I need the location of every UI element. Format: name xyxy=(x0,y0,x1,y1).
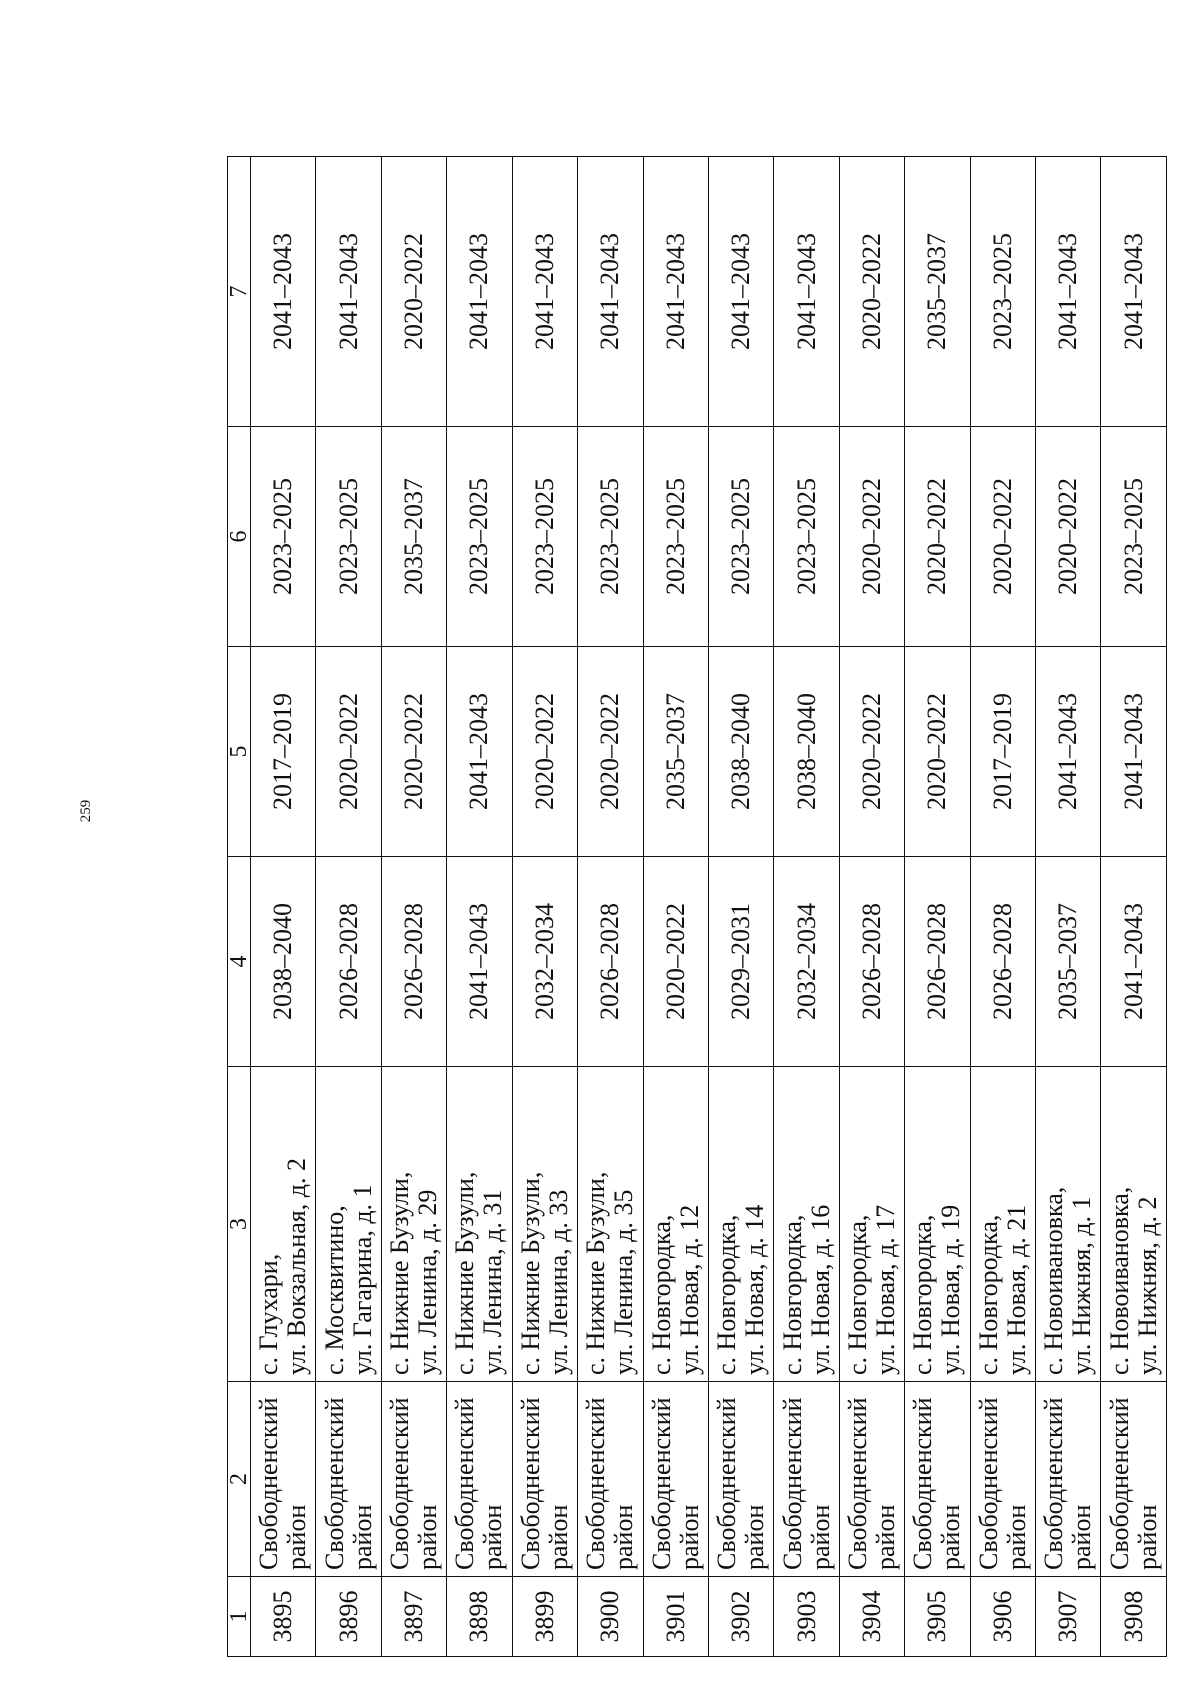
district-cell xyxy=(708,1382,773,1577)
address-cell xyxy=(970,1067,1035,1382)
row-number-cell: 3899 xyxy=(512,1577,577,1657)
cell-line: Свободненский xyxy=(908,1397,938,1570)
table-row xyxy=(512,157,577,1657)
district-cell xyxy=(381,1382,446,1577)
period-cell: 2041–2043 xyxy=(643,157,708,427)
table-row xyxy=(381,157,446,1657)
cell-line: с. Новгородка, xyxy=(843,1214,872,1375)
cell-line: район xyxy=(478,1504,508,1570)
cell-line: район xyxy=(609,1504,639,1570)
address-cell xyxy=(316,1067,381,1382)
cell-line: ул. Ленина, д. 29 xyxy=(413,1189,443,1375)
period-cell: 2026–2028 xyxy=(970,857,1035,1067)
cell-line: с. Новгородка, xyxy=(712,1214,742,1375)
cell-line: Свободненский xyxy=(515,1397,545,1570)
cell-line: с. Новгородка, xyxy=(777,1214,807,1375)
cell-line: с. Новоивановка, xyxy=(1104,1186,1134,1375)
cell-line: Свободненский xyxy=(254,1397,284,1570)
cell-line: район xyxy=(282,1504,312,1570)
cell-line: район xyxy=(413,1504,443,1570)
cell-line: район xyxy=(543,1504,573,1570)
period-cell: 2020–2022 xyxy=(905,427,970,647)
cell-line: Свободненский xyxy=(385,1397,415,1570)
cell-line: Свободненский xyxy=(973,1397,1003,1570)
cell-line: ул. Ленина, д. 33 xyxy=(543,1189,573,1375)
cell-line: район xyxy=(936,1504,966,1570)
cell-line: ул. Новая, д. 19 xyxy=(936,1204,966,1375)
row-number-cell: 3902 xyxy=(708,1577,773,1657)
period-cell: 2026–2028 xyxy=(316,857,381,1067)
cell-line: ул. Вокзальная, д. 2 xyxy=(282,1158,312,1375)
cell-line: район xyxy=(1067,1504,1097,1570)
column-header: 6 xyxy=(228,427,251,647)
column-header: 1 xyxy=(228,1577,251,1657)
row-number-cell: 3896 xyxy=(316,1577,381,1657)
cell-line: район xyxy=(871,1504,900,1570)
cell-line: с. Новоивановка, xyxy=(1039,1186,1069,1375)
period-cell: 2041–2043 xyxy=(316,157,381,427)
district-cell xyxy=(643,1382,708,1577)
period-cell: 2035–2037 xyxy=(643,647,708,857)
district-cell xyxy=(447,1382,512,1577)
period-cell: 2041–2043 xyxy=(1036,157,1101,427)
period-cell: 2041–2043 xyxy=(251,157,316,427)
cell-line: район xyxy=(674,1504,704,1570)
data-table xyxy=(227,156,1167,1657)
address-cell xyxy=(1036,1067,1101,1382)
address-cell xyxy=(905,1067,970,1382)
column-header: 3 xyxy=(228,1067,251,1382)
district-cell xyxy=(774,1382,839,1577)
address-cell xyxy=(1101,1067,1167,1382)
cell-line: с. Нижние Бузули, xyxy=(581,1171,611,1375)
district-cell xyxy=(1036,1382,1101,1577)
period-cell: 2023–2025 xyxy=(1101,427,1167,647)
row-number-cell: 3905 xyxy=(905,1577,970,1657)
cell-line: район xyxy=(1132,1504,1162,1570)
period-cell: 2035–2037 xyxy=(905,157,970,427)
district-cell xyxy=(839,1382,904,1577)
table-row xyxy=(447,157,512,1657)
period-cell: 2041–2043 xyxy=(1036,647,1101,857)
cell-line: ул. Новая, д. 21 xyxy=(1001,1204,1031,1375)
period-cell: 2038–2040 xyxy=(251,857,316,1067)
period-cell: 2017–2019 xyxy=(251,647,316,857)
period-cell: 2020–2022 xyxy=(578,647,643,857)
row-number-cell: 3895 xyxy=(251,1577,316,1657)
cell-line: ул. Новая, д. 16 xyxy=(805,1204,835,1375)
district-cell xyxy=(512,1382,577,1577)
period-cell: 2023–2025 xyxy=(512,427,577,647)
period-cell: 2041–2043 xyxy=(1101,647,1167,857)
cell-line: с. Новгородка, xyxy=(973,1214,1003,1375)
period-cell: 2020–2022 xyxy=(1036,427,1101,647)
cell-line: с. Нижние Бузули, xyxy=(450,1171,480,1375)
period-cell: 2020–2022 xyxy=(839,647,904,857)
row-number-cell: 3903 xyxy=(774,1577,839,1657)
cell-line: ул. Нижняя, д. 2 xyxy=(1132,1196,1162,1375)
cell-line: Свободненский xyxy=(1104,1397,1134,1570)
cell-line: Свободненский xyxy=(581,1397,611,1570)
column-header: 4 xyxy=(228,857,251,1067)
row-number-cell: 3906 xyxy=(970,1577,1035,1657)
cell-line: Свободненский xyxy=(712,1397,742,1570)
period-cell: 2023–2025 xyxy=(708,427,773,647)
row-number-cell: 3900 xyxy=(578,1577,643,1657)
period-cell: 2041–2043 xyxy=(578,157,643,427)
period-cell: 2029–2031 xyxy=(708,857,773,1067)
period-cell: 2041–2043 xyxy=(447,647,512,857)
table-row xyxy=(970,157,1035,1657)
address-cell xyxy=(381,1067,446,1382)
period-cell: 2017–2019 xyxy=(970,647,1035,857)
cell-line: с. Нижние Бузули, xyxy=(385,1171,415,1375)
column-header: 2 xyxy=(228,1382,251,1577)
rotated-table-wrapper xyxy=(227,157,1167,1657)
period-cell: 2041–2043 xyxy=(447,857,512,1067)
column-header: 7 xyxy=(228,157,251,427)
page-number: 259 xyxy=(78,799,94,823)
period-cell: 2035–2037 xyxy=(1036,857,1101,1067)
cell-line: ул. Новая, д. 14 xyxy=(740,1204,770,1375)
period-cell: 2041–2043 xyxy=(1101,857,1167,1067)
cell-line: Свободненский xyxy=(319,1397,349,1570)
period-cell: 2038–2040 xyxy=(708,647,773,857)
cell-line: район xyxy=(1001,1504,1031,1570)
cell-line: с. Нижние Бузули, xyxy=(515,1171,545,1375)
period-cell: 2020–2022 xyxy=(643,857,708,1067)
period-cell: 2026–2028 xyxy=(381,857,446,1067)
period-cell: 2041–2043 xyxy=(1101,157,1167,427)
address-cell xyxy=(512,1067,577,1382)
address-cell xyxy=(643,1067,708,1382)
row-number-cell: 3897 xyxy=(381,1577,446,1657)
district-cell xyxy=(316,1382,381,1577)
cell-line: с. Глухари, xyxy=(254,1253,284,1375)
period-cell: 2020–2022 xyxy=(839,427,904,647)
row-number-cell: 3901 xyxy=(643,1577,708,1657)
cell-line: Свободненский xyxy=(646,1397,676,1570)
cell-line: Свободненский xyxy=(843,1397,872,1570)
district-cell xyxy=(251,1382,316,1577)
cell-line: ул. Ленина, д. 35 xyxy=(609,1189,639,1375)
period-cell: 2038–2040 xyxy=(774,647,839,857)
period-cell: 2020–2022 xyxy=(905,647,970,857)
period-cell: 2041–2043 xyxy=(774,157,839,427)
period-cell: 2026–2028 xyxy=(578,857,643,1067)
period-cell: 2020–2022 xyxy=(381,157,446,427)
table-row xyxy=(774,157,839,1657)
cell-line: с. Новгородка, xyxy=(908,1214,938,1375)
period-cell: 2020–2022 xyxy=(839,157,904,427)
period-cell: 2023–2025 xyxy=(316,427,381,647)
table-row xyxy=(643,157,708,1657)
table-body xyxy=(251,157,1167,1657)
cell-line: ул. Ленина, д. 31 xyxy=(478,1189,508,1375)
period-cell: 2023–2025 xyxy=(447,427,512,647)
period-cell: 2020–2022 xyxy=(316,647,381,857)
period-cell: 2023–2025 xyxy=(578,427,643,647)
table-row xyxy=(578,157,643,1657)
cell-line: район xyxy=(347,1504,377,1570)
period-cell: 2026–2028 xyxy=(905,857,970,1067)
district-cell xyxy=(905,1382,970,1577)
period-cell: 2032–2034 xyxy=(512,857,577,1067)
address-cell xyxy=(578,1067,643,1382)
cell-line: район xyxy=(740,1504,770,1570)
table-row xyxy=(1101,157,1167,1657)
column-header: 5 xyxy=(228,647,251,857)
address-cell xyxy=(251,1067,316,1382)
address-cell xyxy=(774,1067,839,1382)
cell-line: ул. Новая, д. 17 xyxy=(871,1204,900,1375)
cell-line: район xyxy=(805,1504,835,1570)
period-cell: 2023–2025 xyxy=(774,427,839,647)
period-cell: 2023–2025 xyxy=(251,427,316,647)
row-number-cell: 3904 xyxy=(839,1577,904,1657)
period-cell: 2041–2043 xyxy=(512,157,577,427)
address-cell xyxy=(839,1067,904,1382)
period-cell: 2035–2037 xyxy=(381,427,446,647)
period-cell: 2020–2022 xyxy=(970,427,1035,647)
table-header-row xyxy=(228,157,251,1657)
district-cell xyxy=(578,1382,643,1577)
cell-line: Свободненский xyxy=(777,1397,807,1570)
row-number-cell: 3898 xyxy=(447,1577,512,1657)
period-cell: 2020–2022 xyxy=(512,647,577,857)
district-cell xyxy=(1101,1382,1167,1577)
table-row xyxy=(251,157,316,1657)
period-cell: 2020–2022 xyxy=(381,647,446,857)
period-cell: 2041–2043 xyxy=(708,157,773,427)
period-cell: 2026–2028 xyxy=(839,857,904,1067)
cell-line: Свободненский xyxy=(1039,1397,1069,1570)
row-number-cell: 3907 xyxy=(1036,1577,1101,1657)
table-row xyxy=(1036,157,1101,1657)
table-row xyxy=(839,157,904,1657)
period-cell: 2023–2025 xyxy=(970,157,1035,427)
table-row xyxy=(905,157,970,1657)
cell-line: с. Новгородка, xyxy=(646,1214,676,1375)
district-cell xyxy=(970,1382,1035,1577)
cell-line: с. Москвитино, xyxy=(319,1205,349,1375)
cell-line: ул. Новая, д. 12 xyxy=(674,1204,704,1375)
table-row xyxy=(708,157,773,1657)
cell-line: ул. Нижняя, д. 1 xyxy=(1067,1196,1097,1375)
address-cell xyxy=(447,1067,512,1382)
address-cell xyxy=(708,1067,773,1382)
row-number-cell: 3908 xyxy=(1101,1577,1167,1657)
period-cell: 2023–2025 xyxy=(643,427,708,647)
period-cell: 2032–2034 xyxy=(774,857,839,1067)
period-cell: 2041–2043 xyxy=(447,157,512,427)
cell-line: ул. Гагарина, д. 1 xyxy=(347,1184,377,1375)
cell-line: Свободненский xyxy=(450,1397,480,1570)
table-row xyxy=(316,157,381,1657)
